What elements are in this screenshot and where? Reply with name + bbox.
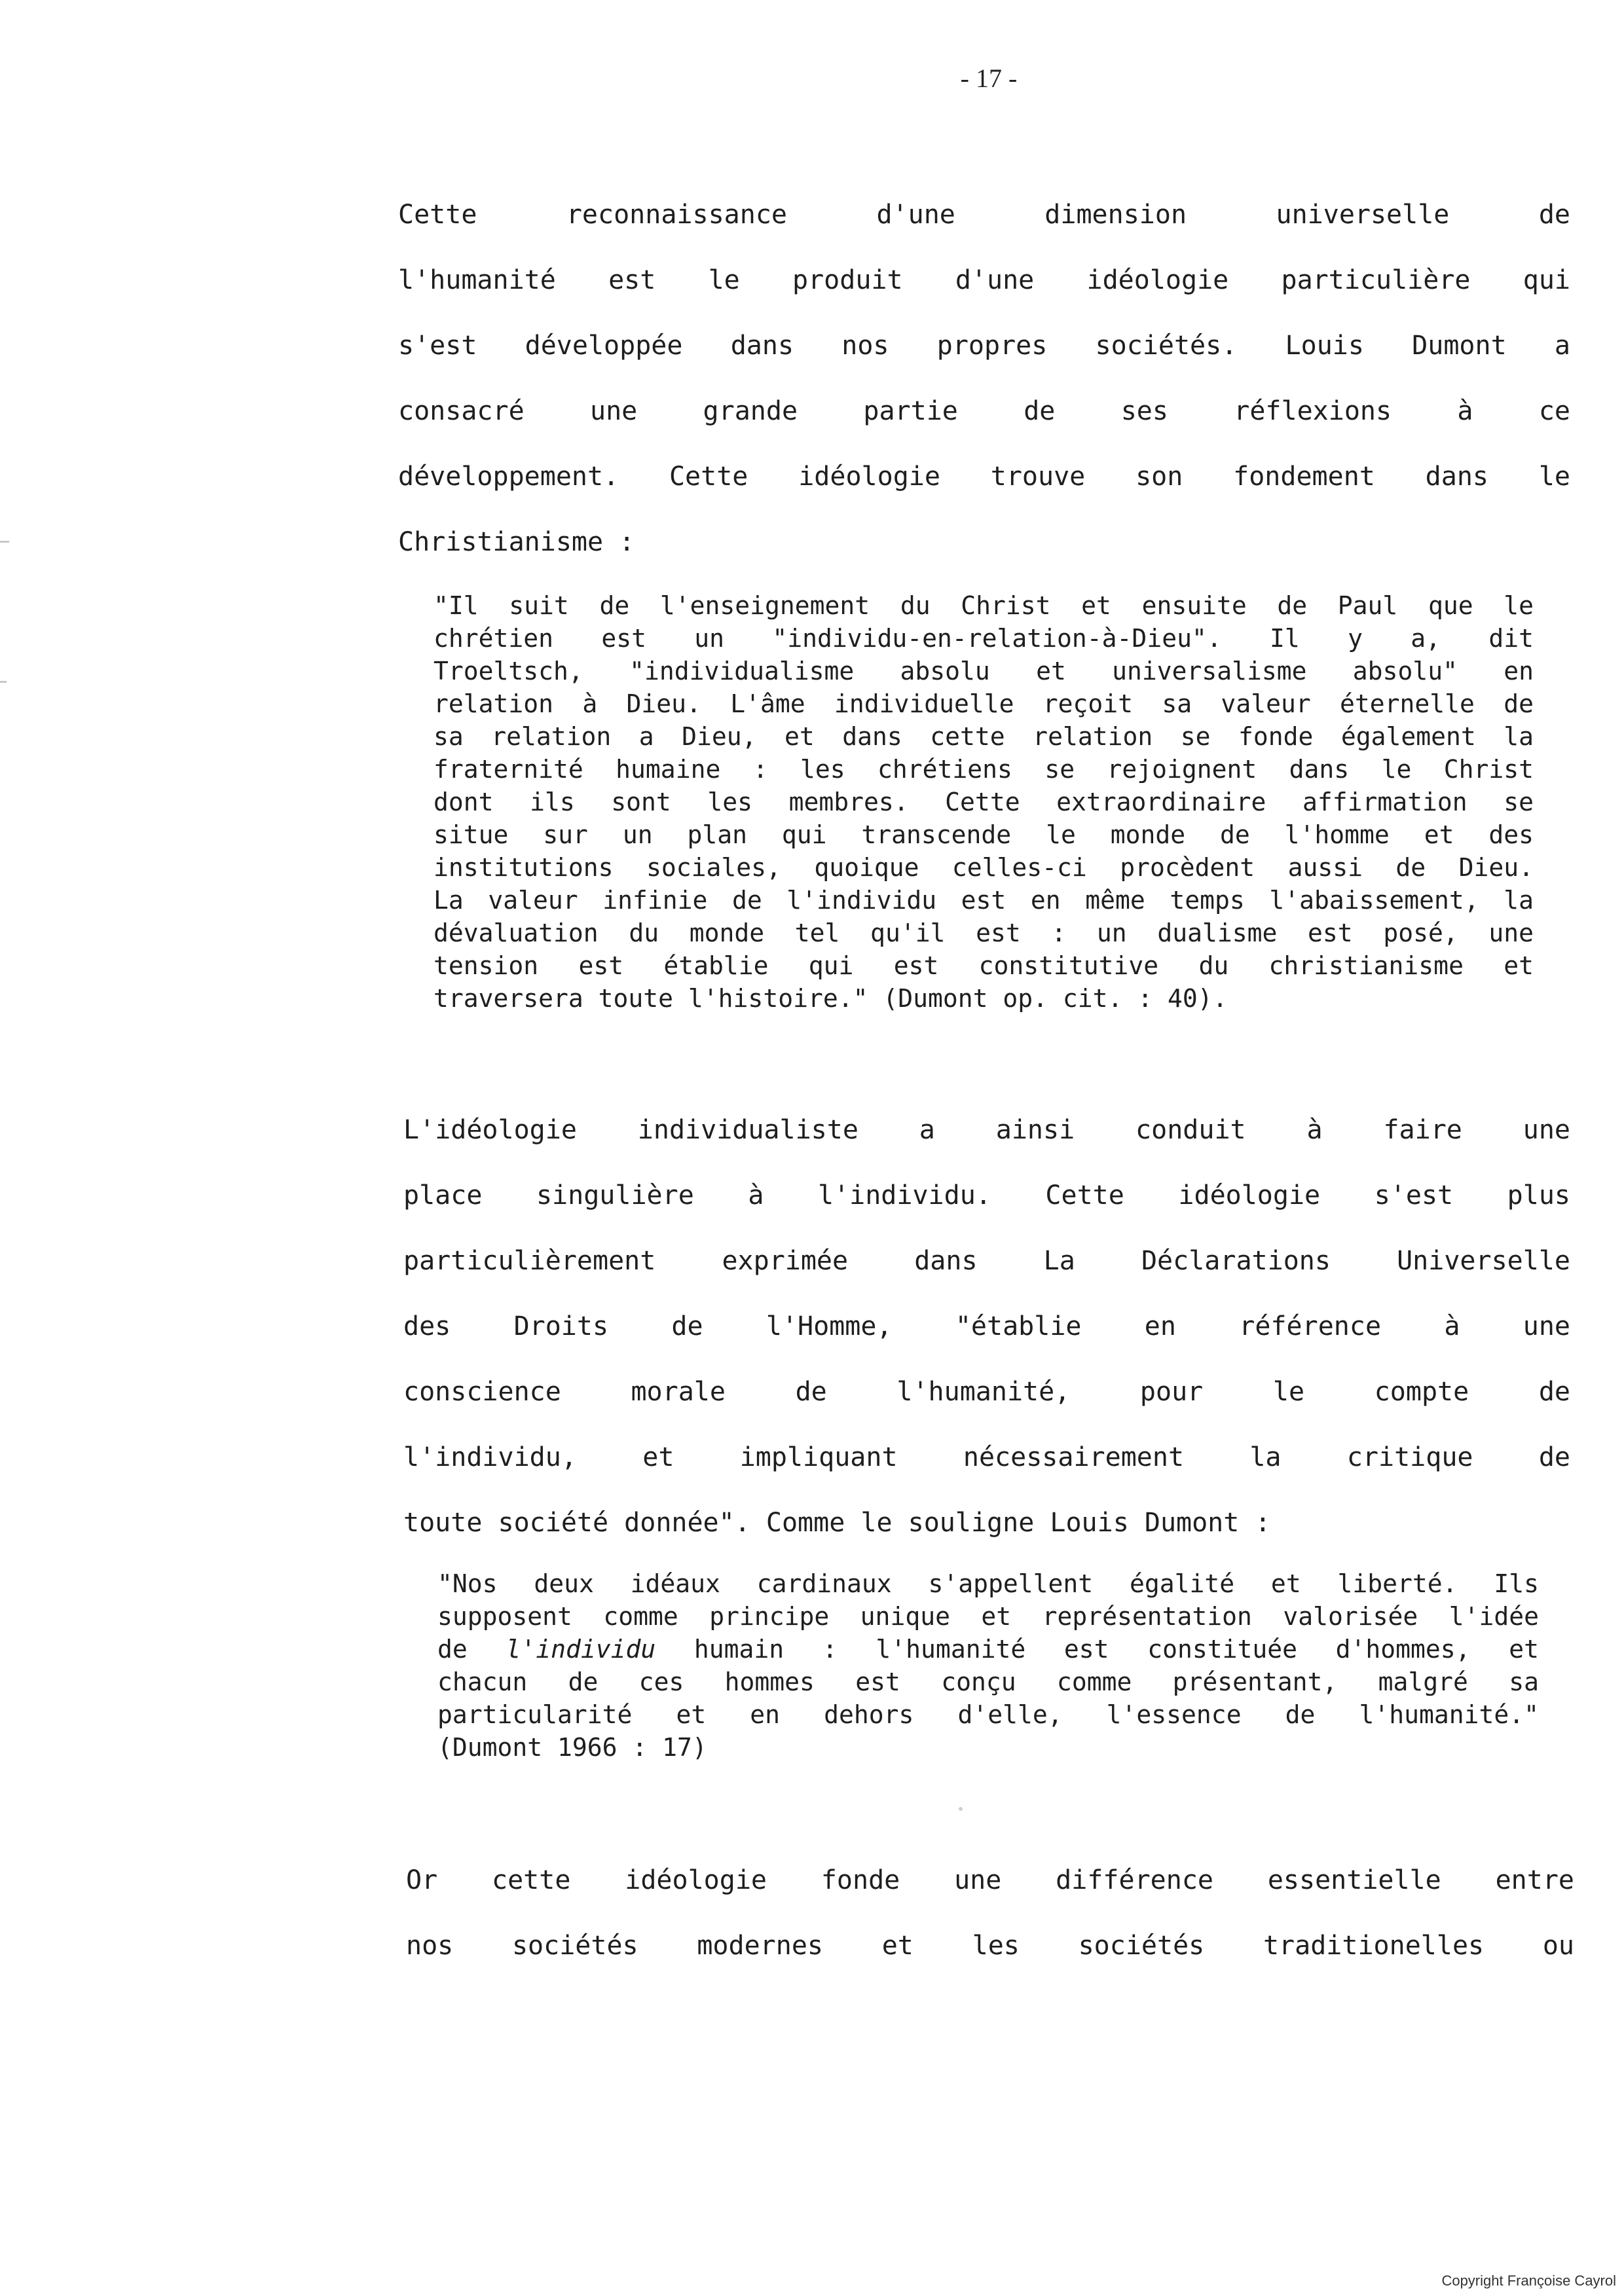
quote-line: particularité et en dehors d'elle, l'essence de l'humanité." [437,1700,1539,1729]
copyright-notice: Copyright Françoise Cayrol [1441,2272,1616,2289]
quote-line [437,1633,1539,1666]
paragraph-line: L'idéologie individualiste a ainsi conduit à faire une [403,1115,1570,1145]
quote-line: situe sur un plan qui transcende le monde de l'homme et des [434,820,1534,849]
paragraph-line: conscience morale de l'humanité, pour le compte de [403,1377,1570,1407]
paragraph-line: consacré une grande partie de ses réflexions à ce [398,396,1570,426]
quote-line: La valeur infinie de l'individu est en même temps l'abaissement, la [434,886,1534,915]
quote-text: de [437,1635,468,1664]
scan-speck [959,1807,963,1811]
quote-line: (Dumont 1966 : 17) [437,1733,707,1762]
paragraph-line: particulièrement exprimée dans La Déclarations Universelle [403,1246,1570,1276]
quote-line: fraternité humaine : les chrétiens se rejoignent dans le Christ [434,755,1534,784]
quote-line: tension est établie qui est constitutive du christianisme et [434,951,1534,980]
scan-mark [0,541,9,543]
paragraph-line: l'humanité est le produit d'une idéologie particulière qui [398,265,1570,295]
page-number: - 17 - [960,64,1018,93]
quote-line: institutions sociales, quoique celles-ci procèdent aussi de Dieu. [434,853,1534,882]
quote-line: Troeltsch, "individualisme absolu et universalisme absolu" en [434,657,1534,685]
quote-line: traversera toute l'histoire." (Dumont op. cit. : 40). [434,984,1228,1013]
quote-line: "Nos deux idéaux cardinaux s'appellent égalité et liberté. Ils [437,1569,1539,1598]
paragraph-line: s'est développée dans nos propres sociétés. Louis Dumont a [398,331,1570,361]
quote-line: dont ils sont les membres. Cette extraordinaire affirmation se [434,788,1534,816]
block-quote-2 [437,1567,1539,1764]
paragraph-1 [398,182,1570,575]
paragraph-line: l'individu, et impliquant nécessairement la critique de [403,1442,1570,1472]
paragraph-line: place singulière à l'individu. Cette idéologie s'est plus [403,1180,1570,1211]
block-quote-1 [434,589,1534,1015]
paragraph-line: Cette reconnaissance d'une dimension universelle de [398,200,1570,230]
paragraph-line: développement. Cette idéologie trouve son fondement dans le [398,462,1570,492]
paragraph-2 [403,1097,1570,1556]
quote-line: relation à Dieu. L'âme individuelle reçoit sa valeur éternelle de [434,689,1534,718]
paragraph-line: Or cette idéologie fonde une différence essentielle entre [406,1865,1574,1895]
quote-line: chrétien est un "individu-en-relation-à-Dieu". Il y a, dit [434,624,1534,653]
quote-line: chacun de ces hommes est conçu comme présentant, malgré sa [437,1667,1539,1696]
paragraph-line: Christianisme : [398,527,635,557]
paragraph-line: toute société donnée". Comme le souligne Louis Dumont : [403,1508,1271,1538]
quote-line: "Il suit de l'enseignement du Christ et ensuite de Paul que le [434,591,1534,620]
paragraph-3 [406,1848,1574,1978]
quote-text: humain : l'humanité est constituée d'hommes, et [693,1635,1539,1664]
emphasized-term: l'individu [506,1635,656,1664]
scan-mark [0,681,7,683]
quote-line: dévaluation du monde tel qu'il est : un dualisme est posé, une [434,919,1534,947]
paragraph-line: nos sociétés modernes et les sociétés traditionelles ou [406,1931,1574,1961]
quote-line: sa relation a Dieu, et dans cette relation se fonde également la [434,722,1534,751]
quote-line: supposent comme principe unique et représentation valorisée l'idée [437,1602,1539,1631]
paragraph-line: des Droits de l'Homme, "établie en référence à une [403,1311,1570,1341]
